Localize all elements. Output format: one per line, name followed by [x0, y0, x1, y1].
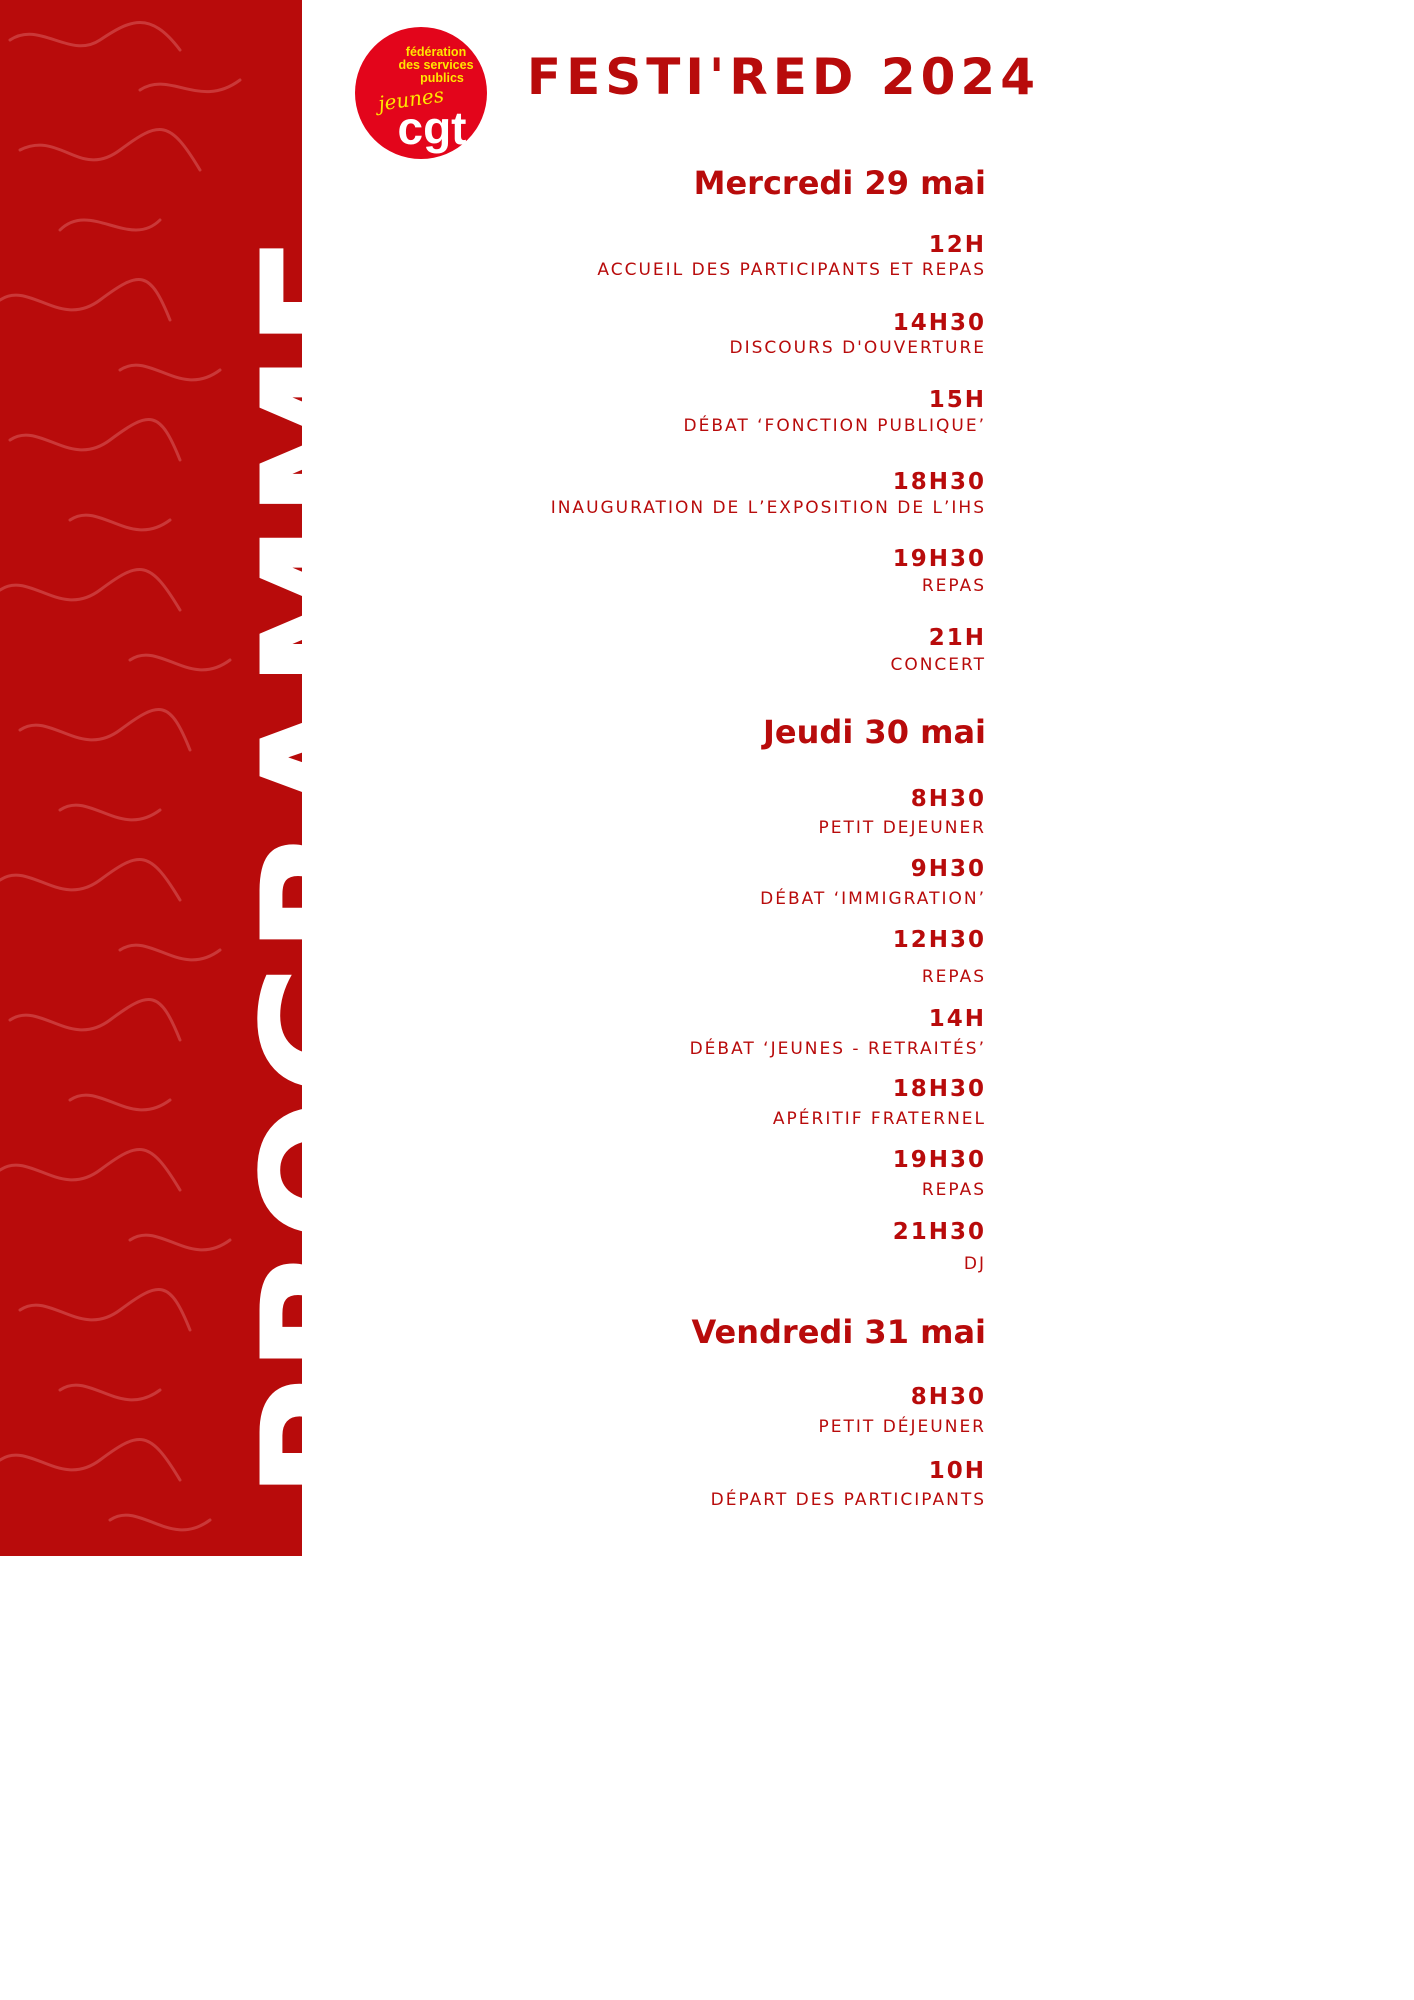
event-time: 8H30	[910, 786, 986, 812]
event-activity: REPAS	[921, 967, 986, 987]
event-activity: CONCERT	[890, 655, 986, 675]
svg-text:des services: des services	[398, 58, 474, 72]
event-activity: DISCOURS D'OUVERTURE	[729, 338, 986, 358]
event-activity: APÉRITIF FRATERNEL	[772, 1109, 986, 1129]
event-time: 12H30	[892, 927, 986, 953]
event-time: 21H	[928, 625, 986, 651]
event-time: 12H	[928, 232, 986, 258]
event-activity: ACCUEIL DES PARTICIPANTS ET REPAS	[597, 260, 986, 280]
event-activity: REPAS	[921, 1180, 986, 1200]
day-heading: Jeudi 30 mai	[763, 713, 986, 751]
event-activity: DÉBAT ‘FONCTION PUBLIQUE’	[683, 416, 986, 436]
page-title: FESTI'RED 2024	[526, 48, 1040, 106]
event-time: 19H30	[892, 546, 986, 572]
vertical-title: PROGRAMME	[226, 231, 422, 1500]
event-activity: DJ	[963, 1254, 986, 1274]
event-activity: REPAS	[921, 576, 986, 596]
event-time: 8H30	[910, 1384, 986, 1410]
event-time: 18H30	[892, 1076, 986, 1102]
event-time: 18H30	[892, 469, 986, 495]
event-activity: DÉPART DES PARTICIPANTS	[710, 1490, 986, 1510]
day-heading: Vendredi 31 mai	[691, 1313, 986, 1351]
event-activity: PETIT DEJEUNER	[818, 818, 986, 838]
event-time: 21H30	[892, 1219, 986, 1245]
event-time: 14H	[928, 1006, 986, 1032]
event-time: 15H	[928, 387, 986, 413]
event-time: 10H	[928, 1458, 986, 1484]
svg-text:jeunes: jeunes	[376, 82, 446, 116]
day-heading: Mercredi 29 mai	[693, 164, 986, 202]
event-activity: DÉBAT ‘JEUNES - RETRAITÉS’	[689, 1039, 986, 1059]
svg-text:fédération: fédération	[405, 45, 467, 59]
svg-text:cgt: cgt	[397, 102, 467, 154]
event-time: 19H30	[892, 1147, 986, 1173]
event-activity: DÉBAT ‘IMMIGRATION’	[760, 889, 986, 909]
event-activity: INAUGURATION DE L’EXPOSITION DE L’IHS	[550, 498, 986, 518]
cgt-logo	[354, 26, 488, 160]
svg-text:publics: publics	[420, 71, 464, 85]
event-time: 9H30	[910, 856, 986, 882]
event-activity: PETIT DÉJEUNER	[818, 1417, 986, 1437]
event-time: 14H30	[892, 310, 986, 336]
